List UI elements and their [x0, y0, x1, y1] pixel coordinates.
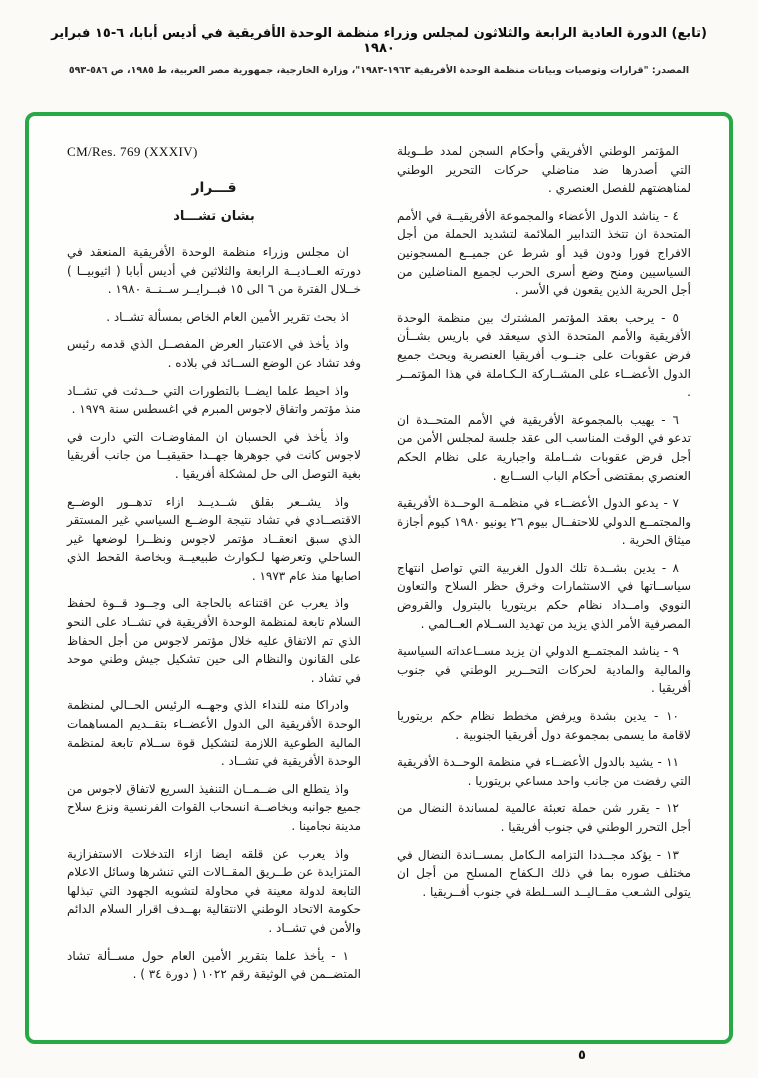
page-header — [0, 0, 758, 76]
paragraph: ٦ - يهيب بالمجموعة الأفريقية في الأمم المتحــدة ان تدعو في الوقت المناسب الى عقد جلسة لمجلس الأمن من أجل فرض عقوبات شــاملة واجبارية على نظام الحكم العنصري بمقتضى أحكام الباب الســابع . — [397, 412, 691, 483]
paragraph: واذ يشــعر بقلق شــديــد ازاء تدهــور الوضــع الاقتصــادي في تشاد نتيجة الوضــع السياسي غير المستقر الذي سبق انعقــاد مؤتمر لاجوس ونظــرا لوضعها غير الساحلي وتعرضها لـكوارث طبيعيــة وبخاصة القحط الذي اصابها منذ عام ١٩٧٣ . — [67, 494, 361, 583]
paragraph: ٤ - يناشد الدول الأعضاء والمجموعة الأفريقيــة في الأمم المتحدة ان تتخذ التدابير الملائمة لتشديد الحملة من أجل الافراج فورا ودون قيد أو شرط عن جميــع المسجونين السياسيين ومنح وضع أسرى الحرب لجميع المناضلين من أجل الحرية الذين يقعون في الأسر . — [397, 208, 691, 298]
paragraph: واذ يأخذ في الحسبان ان المفاوضـات التي دارت في لاجوس كانت في جوهرها جهــدا حقيقيــا من جانب أفريقيا بغية التوصل الى حل لمشكلة أفريقيا . — [67, 429, 361, 481]
paragraph: ٨ - يدين بشــدة تلك الدول الغربية التي تواصل انتهاج سياســاتها في الاستثمارات وخرق حظر السلاح والتعاون النووي وامــداد نظام حكم بريتوريا بالبترول والقروض المصرفية الأمر الذي يزيد من تهديد الســلام العــالمي . — [397, 560, 691, 631]
right-column — [397, 142, 691, 1020]
paragraph: ١٢ - يقرر شن حملة تعبئة عالمية لمساندة النضال من أجل التحرر الوطني في جنوب أفريقيا . — [397, 801, 691, 834]
left-column — [67, 142, 361, 1020]
header-title: (تابع) الدورة العادية الرابعة والثلاثون لمجلس وزراء منظمة الوحدة الأفريقية في أديس أبابا، ٦-١٥ فبراير ١٩٨٠ — [51, 26, 707, 56]
resolution-id: CM/Res. 769 (XXXIV) — [67, 144, 198, 159]
paragraph: واذ يأخذ في الاعتبار العرض المفصــل الذي قدمه رئيس وفد تشاد عن الوضع الســائد في بلاده . — [67, 337, 361, 370]
header-source: المصدر: "قرارات وتوصيات وبيانات منظمة الوحدة الأفريقية ١٩٦٣-١٩٨٣"، وزارة الخارجية، جمهورية مصر العربية، ط ١٩٨٥، ص ٥٨٦-٥٩٣ — [68, 65, 690, 76]
paragraph: ٩ - يناشد المجتمــع الدولي ان يزيد مســاعداته السياسية والمالية والمادية لحركات التحــرير الوطني في جنوب أفريقيا . — [397, 644, 691, 696]
paragraph: واذ يعرب عن اقتناعه بالحاجة الى وجــود قــوة لحفظ السلام تابعة لمنظمة الوحدة الأفريقية في تشــاد على النحو الذي تم الاتفاق عليه خلال مؤتمر لاجوس من أجل الحفاظ على القانون والنظام الى حين تشكيل جيش وطني موحد في تشاد . — [67, 596, 361, 685]
resolution-title: قـــرار — [191, 180, 237, 197]
left-column-paragraphs — [67, 243, 361, 984]
paragraph: ١٠ - يدين بشدة ويرفض مخطط نظام حكم بريتوريا لاقامة ما يسمى بمجموعة دول أفريقيا الجنوبية . — [397, 709, 691, 742]
resolution-subtitle: بشان تشـــاد — [173, 208, 255, 224]
paragraph: واذ احيط علما ايضــا بالتطورات التي حــدثت في تشــاد منذ مؤتمر واتفاق لاجوس المبرم في اغسطس سنة ١٩٧٩ . — [67, 383, 361, 417]
green-border-frame — [25, 112, 733, 1044]
paragraph: ٥ - يرحب بعقد المؤتمر المشترك بين منظمة الوحدة الأفريقية والأمم المتحدة الذي سيعقد في باريس بشــأن فرض عقوبات على جنــوب أفريقيا العنصرية ويحث جميع الدول الأعضــاء على المشــاركة الـكـاملة في هذا المؤتمــر . — [397, 310, 691, 400]
paragraph: وادراكا منه للنداء الذي وجهــه الرئيس الحــالي لمنظمة الوحدة الأفريقية الى الدول الأعضــاء بتقــديم المساهمات المالية الطوعية اللازمة لتشكيل قوة ســلام تابعة لمنظمة الوحدة الأفريقية في تشــاد . — [67, 698, 361, 769]
paragraph: ٧ - يدعو الدول الأعضــاء في منظمــة الوحــدة الأفريقية والمجتمــع الدولي للاحتفــال بيوم ٢٦ يونيو ١٩٨٠ كيوم أجازة ميثاق الحرية . — [397, 496, 691, 548]
paragraph: ١٣ - يؤكد مجــددا التزامه الـكامل بمســاندة النضال في مختلف صوره بما في ذلك الـكفاح المسلح من أجل ان يتولى الشـعب مقــاليــد الســلطة في جنوب أفــريقيا . — [397, 847, 691, 899]
paragraph: ١١ - يشيد بالدول الأعضــاء في منظمة الوحــدة الأفريقية التي رفضت من جانب واحد مساعي بريتوريا . — [397, 755, 691, 788]
two-column-layout — [29, 116, 729, 1040]
paragraph: واذ يتطلع الى ضــمــان التنفيذ السريع لاتفاق لاجوس من جميع جوانبه وبخاصــة انسحاب القوات الفرنسية ونزع سلاح مدينة نجامينا . — [67, 781, 361, 833]
page-number: ٥ — [578, 1048, 586, 1063]
paragraph: واذ يعرب عن قلقه ايضا ازاء التدخلات الاستفزازية المتزايدة عن طــريق المقــالات التي تنشرها وسائل الاعلام التابعة لدولة معينة في محاولة لتشويه الجهود التي تبذلها حكومة الاتحاد الوطني الانتقالية بهــدف اقرار السلام الدائم والأمن في تشــاد . — [67, 846, 361, 935]
paragraph: ان مجلس وزراء منظمة الوحدة الأفريقية المنعقد في دورته العــاديــة الرابعة والثلاثين في أديس أبابا ( اثيوبيــا ) خــلال الفترة من ٦ الى ١٥ فبــرايــر ســنــة ١٩٨٠ . — [67, 244, 361, 297]
paragraph: اذ بحث تقرير الأمين العام الخاص بمسألة تشــاد . — [106, 309, 349, 324]
paragraph: المؤتمر الوطني الأفريقي وأحكام السجن لمدد طــويلة التي أصدرها ضد مناضلي حركات التحرير الوطني لمناهضتهم للفصل العنصري . — [397, 144, 691, 196]
paragraph: ١ - يأخذ علما بتقرير الأمين العام حول مســألة تشاد المتضــمن في الوثيقة رقم ١٠٢٢ ( دورة ٣٤ ) . — [67, 948, 361, 982]
